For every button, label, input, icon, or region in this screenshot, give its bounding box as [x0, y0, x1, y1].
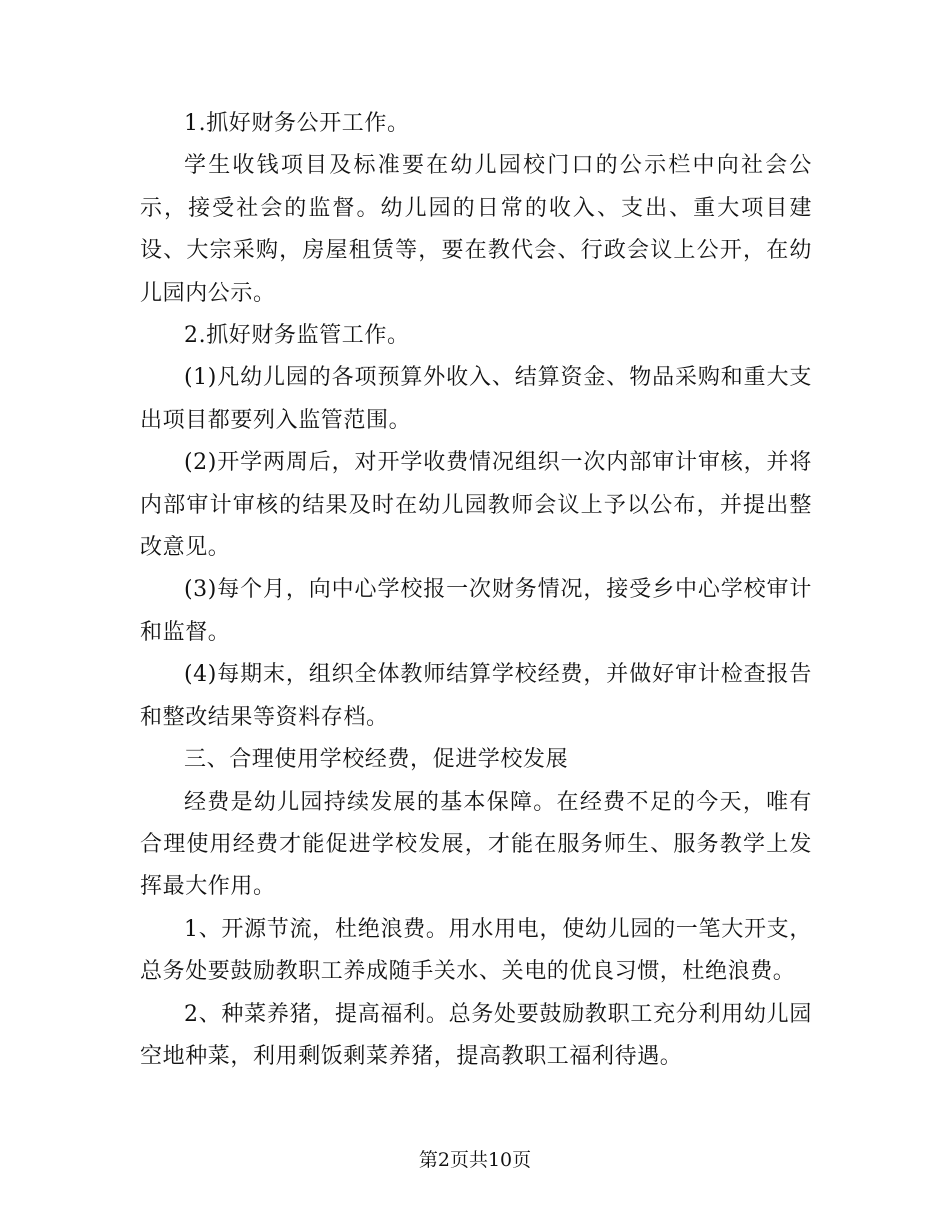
paragraph-welfare: 2、种菜养猪，提高福利。总务处要鼓励教职工充分利用幼儿园空地种菜，利用剩饭剩菜养猪，提高教职工福利待遇。 — [140, 1001, 812, 1069]
paragraph-supervision-2: (2)开学两周后，对开学收费情况组织一次内部审计审核，并将内部审计审核的结果及时在幼儿园教师会议上予以公布，并提出整改意见。 — [140, 450, 812, 561]
paragraph-supervision-3: (3)每个月，向中心学校报一次财务情况，接受乡中心学校审计和监督。 — [140, 577, 812, 645]
paragraph-supervision-1: (1)凡幼儿园的各项预算外收入、结算资金、物品采购和重大支出项目都要列入监管范围。 — [140, 365, 812, 433]
paragraph-item-heading-2: 2.抓好财务监管工作。 — [184, 323, 410, 349]
page-number: 第2页共10页 — [418, 1149, 532, 1171]
paragraph-supervision-4: (4)每期末，组织全体教师结算学校经费，并做好审计检查报告和整改结果等资料存档。 — [140, 662, 812, 730]
paragraph-saving: 1、开源节流，杜绝浪费。用水用电，使幼儿园的一笔大开支，总务处要鼓励教职工养成随手关水、关电的优良习惯，杜绝浪费。 — [140, 916, 812, 985]
paragraph-financial-disclosure: 学生收钱项目及标准要在幼儿园校门口的公示栏中向社会公示，接受社会的监督。幼儿园的日常的收入、支出、重大项目建设、大宗采购，房屋租赁等，要在教代会、行政会议上公开，在幼儿园内公示。 — [140, 153, 812, 306]
paragraph-funding-intro: 经费是幼儿园持续发展的基本保障。在经费不足的今天，唯有合理使用经费才能促进学校发展，才能在服务师生、服务教学上发挥最大作用。 — [140, 789, 812, 900]
paragraph-item-heading-1: 1.抓好财务公开工作。 — [184, 111, 410, 136]
section-heading-3: 三、合理使用学校经费，促进学校发展 — [184, 747, 569, 773]
document-body — [140, 103, 812, 1078]
